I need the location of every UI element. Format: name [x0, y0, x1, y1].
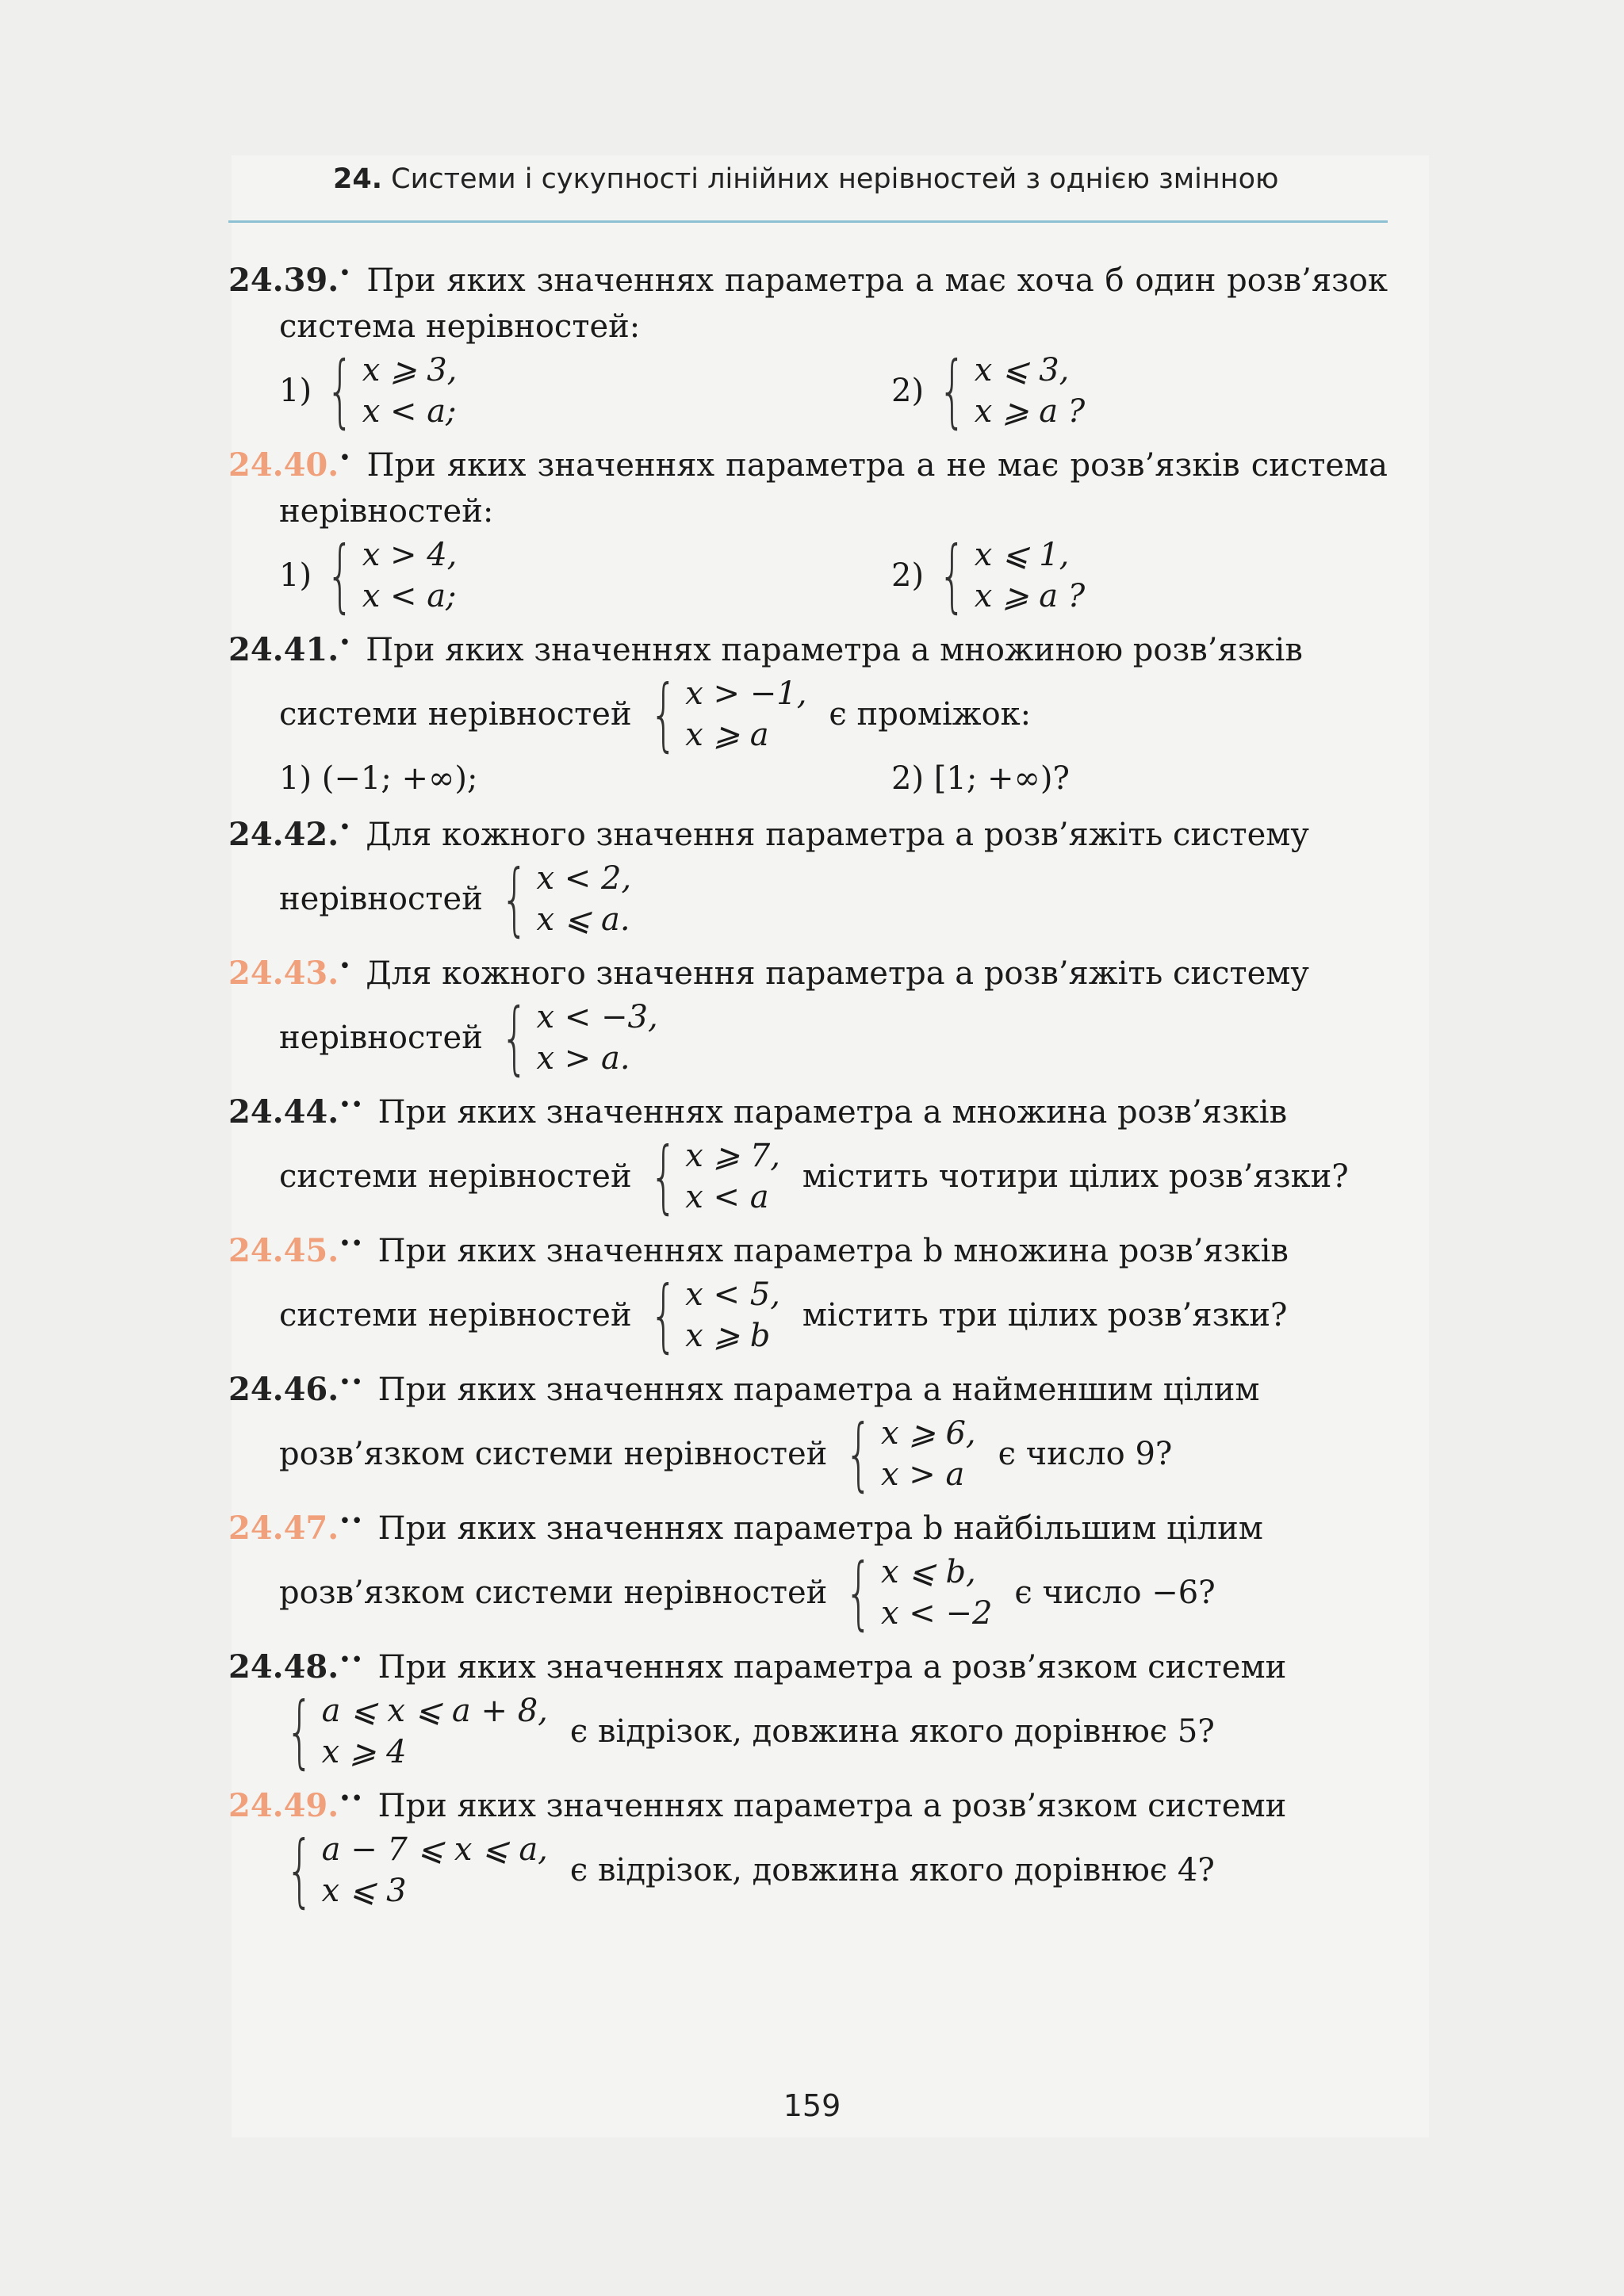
header-rule — [228, 220, 1388, 223]
option-label: 2) — [891, 373, 925, 409]
problem-text: При яких значеннях параметра a найменшим цілим — [377, 1372, 1260, 1408]
system-line: x ⩽ 3, — [974, 352, 1070, 388]
problem-24-40 — [228, 435, 1388, 622]
option-label: 2) — [891, 557, 925, 594]
inequality-system: { x < 5, x ⩾ b — [649, 1269, 780, 1361]
inequality-system: { x ⩽ 3, x ⩾ a ? — [938, 344, 1086, 437]
problem-text: розв’язком системи нерівностей — [279, 1575, 828, 1611]
problem-text: нерівностей — [279, 881, 483, 917]
system-line: x < a; — [362, 393, 457, 430]
problem-number: 24.49. — [228, 1787, 339, 1824]
problem-text: При яких значеннях параметра a не має розв’язків система нерівностей: — [279, 447, 1388, 530]
inequality-system: { a − 7 ⩽ x ⩽ a, x ⩽ 3 — [285, 1823, 548, 1916]
problem-24-39 — [228, 251, 1388, 437]
system-line: x > −1, — [685, 675, 807, 712]
system-line: x < −2 — [880, 1595, 993, 1632]
option-1: 1) (−1; +∞); — [279, 760, 478, 797]
system-line: x ⩾ 7, — [685, 1138, 780, 1174]
system-line: x ⩾ a ? — [974, 393, 1086, 430]
problem-24-44 — [228, 1082, 1388, 1223]
difficulty-mark: • — [339, 955, 351, 978]
difficulty-mark: •• — [339, 1093, 363, 1117]
system-line: a − 7 ⩽ x ⩽ a, — [321, 1831, 548, 1868]
system-line: x ⩾ a — [685, 717, 769, 753]
option-2: 2) [1; +∞)? — [891, 760, 1070, 797]
problem-text: містить чотири цілих розв’язки? — [802, 1158, 1349, 1195]
inequality-system: { x > 4, x < a; — [326, 529, 458, 622]
problem-text: При яких значеннях параметра a розв’язком системи — [377, 1649, 1287, 1686]
problem-text: містить три цілих розв’язки? — [802, 1297, 1288, 1334]
difficulty-mark: •• — [339, 1371, 363, 1395]
problem-text: нерівностей — [279, 1020, 483, 1056]
problem-text: Для кожного значення параметра a розв’яжіть систему — [366, 955, 1309, 992]
problem-text: розв’язком системи нерівностей — [279, 1436, 828, 1472]
difficulty-mark: •• — [339, 1510, 363, 1533]
problem-number: 24.41. — [228, 631, 339, 668]
system-line: x ⩽ b, — [880, 1554, 976, 1590]
difficulty-mark: • — [339, 816, 351, 840]
option-label: 1) — [279, 373, 312, 409]
problem-text: При яких значеннях параметра a множиною розв’язків — [366, 632, 1303, 668]
inequality-system: { x ⩾ 7, x < a — [649, 1130, 780, 1223]
inequality-system: { x < −3, x > a. — [500, 991, 658, 1084]
difficulty-mark: •• — [339, 1787, 363, 1811]
inequality-system: { a ⩽ x ⩽ a + 8, x ⩾ 4 — [285, 1685, 548, 1777]
difficulty-mark: •• — [339, 1232, 363, 1256]
system-line: x < −3, — [536, 999, 658, 1035]
inequality-system: { x ⩾ 3, x < a; — [326, 344, 458, 437]
inequality-system: { x > −1, x ⩾ a — [649, 668, 807, 760]
system-line: x ⩾ 6, — [880, 1415, 976, 1452]
problem-text: системи нерівностей — [279, 696, 632, 733]
inequality-system: { x ⩽ b, x < −2 — [845, 1546, 993, 1639]
problem-text: При яких значеннях параметра b множина розв’язків — [377, 1233, 1289, 1269]
problem-text: Для кожного значення параметра a розв’яжіть систему — [366, 817, 1309, 853]
problem-text: є проміжок: — [829, 696, 1032, 733]
system-line: x < a; — [362, 578, 457, 614]
problem-number: 24.39. — [228, 262, 339, 299]
problem-text: є відрізок, довжина якого дорівнює 4? — [569, 1852, 1215, 1888]
problem-number: 24.48. — [228, 1648, 339, 1686]
problem-text: При яких значеннях параметра a має хоча б один розв’язок система нерівностей: — [279, 262, 1388, 345]
system-line: x ⩽ 3 — [321, 1873, 407, 1909]
problem-24-47 — [228, 1498, 1388, 1639]
problem-24-45 — [228, 1221, 1388, 1361]
inequality-system: { x < 2, x ⩽ a. — [500, 852, 632, 945]
problem-text: При яких значеннях параметра b найбільшим цілим — [377, 1510, 1263, 1547]
system-line: x ⩾ 3, — [362, 352, 458, 388]
chapter-title: Системи і сукупності лінійних нерівностей з однією змінною — [391, 163, 1279, 195]
problem-number: 24.43. — [228, 955, 339, 992]
problem-text: є число 9? — [998, 1436, 1173, 1472]
chapter-number: 24. — [333, 163, 383, 195]
problem-number: 24.47. — [228, 1510, 339, 1547]
problem-24-49 — [228, 1776, 1388, 1916]
system-line: x ⩾ a ? — [974, 578, 1086, 614]
problem-list — [228, 251, 1388, 1915]
problem-text: При яких значеннях параметра a розв’язком системи — [377, 1788, 1287, 1824]
system-line: x ⩽ a. — [536, 901, 630, 938]
difficulty-mark: •• — [339, 1648, 363, 1672]
running-header — [333, 163, 1285, 195]
problem-text: є число −6? — [1014, 1575, 1216, 1611]
system-line: a ⩽ x ⩽ a + 8, — [321, 1693, 548, 1729]
system-line: x > 4, — [362, 537, 458, 573]
problem-text: є відрізок, довжина якого дорівнює 5? — [569, 1713, 1215, 1750]
system-line: x > a — [880, 1456, 965, 1493]
system-line: x ⩾ 4 — [321, 1734, 407, 1770]
system-line: x < 2, — [536, 860, 632, 897]
problem-text: системи нерівностей — [279, 1158, 632, 1195]
problem-24-48 — [228, 1637, 1388, 1777]
system-line: x ⩾ b — [685, 1318, 771, 1354]
problem-number: 24.44. — [228, 1093, 339, 1131]
inequality-system: { x ⩾ 6, x > a — [845, 1407, 976, 1500]
option-label: 1) — [279, 557, 312, 594]
page-number: 159 — [783, 2088, 841, 2123]
problem-text: системи нерівностей — [279, 1297, 632, 1334]
problem-number: 24.45. — [228, 1232, 339, 1269]
difficulty-mark: • — [339, 446, 351, 470]
problem-24-46 — [228, 1360, 1388, 1500]
problem-24-42 — [228, 805, 1388, 945]
difficulty-mark: • — [339, 631, 351, 655]
problem-number: 24.46. — [228, 1371, 339, 1408]
problem-24-41 — [228, 620, 1388, 802]
difficulty-mark: • — [339, 262, 351, 285]
system-line: x < 5, — [685, 1276, 780, 1313]
system-line: x ⩽ 1, — [974, 537, 1070, 573]
inequality-system: { x ⩽ 1, x ⩾ a ? — [938, 529, 1086, 622]
problem-24-43 — [228, 943, 1388, 1084]
system-line: x < a — [685, 1179, 769, 1215]
problem-text: При яких значеннях параметра a множина розв’язків — [377, 1094, 1288, 1131]
problem-number: 24.40. — [228, 446, 339, 484]
system-line: x > a. — [536, 1040, 630, 1077]
problem-number: 24.42. — [228, 816, 339, 853]
